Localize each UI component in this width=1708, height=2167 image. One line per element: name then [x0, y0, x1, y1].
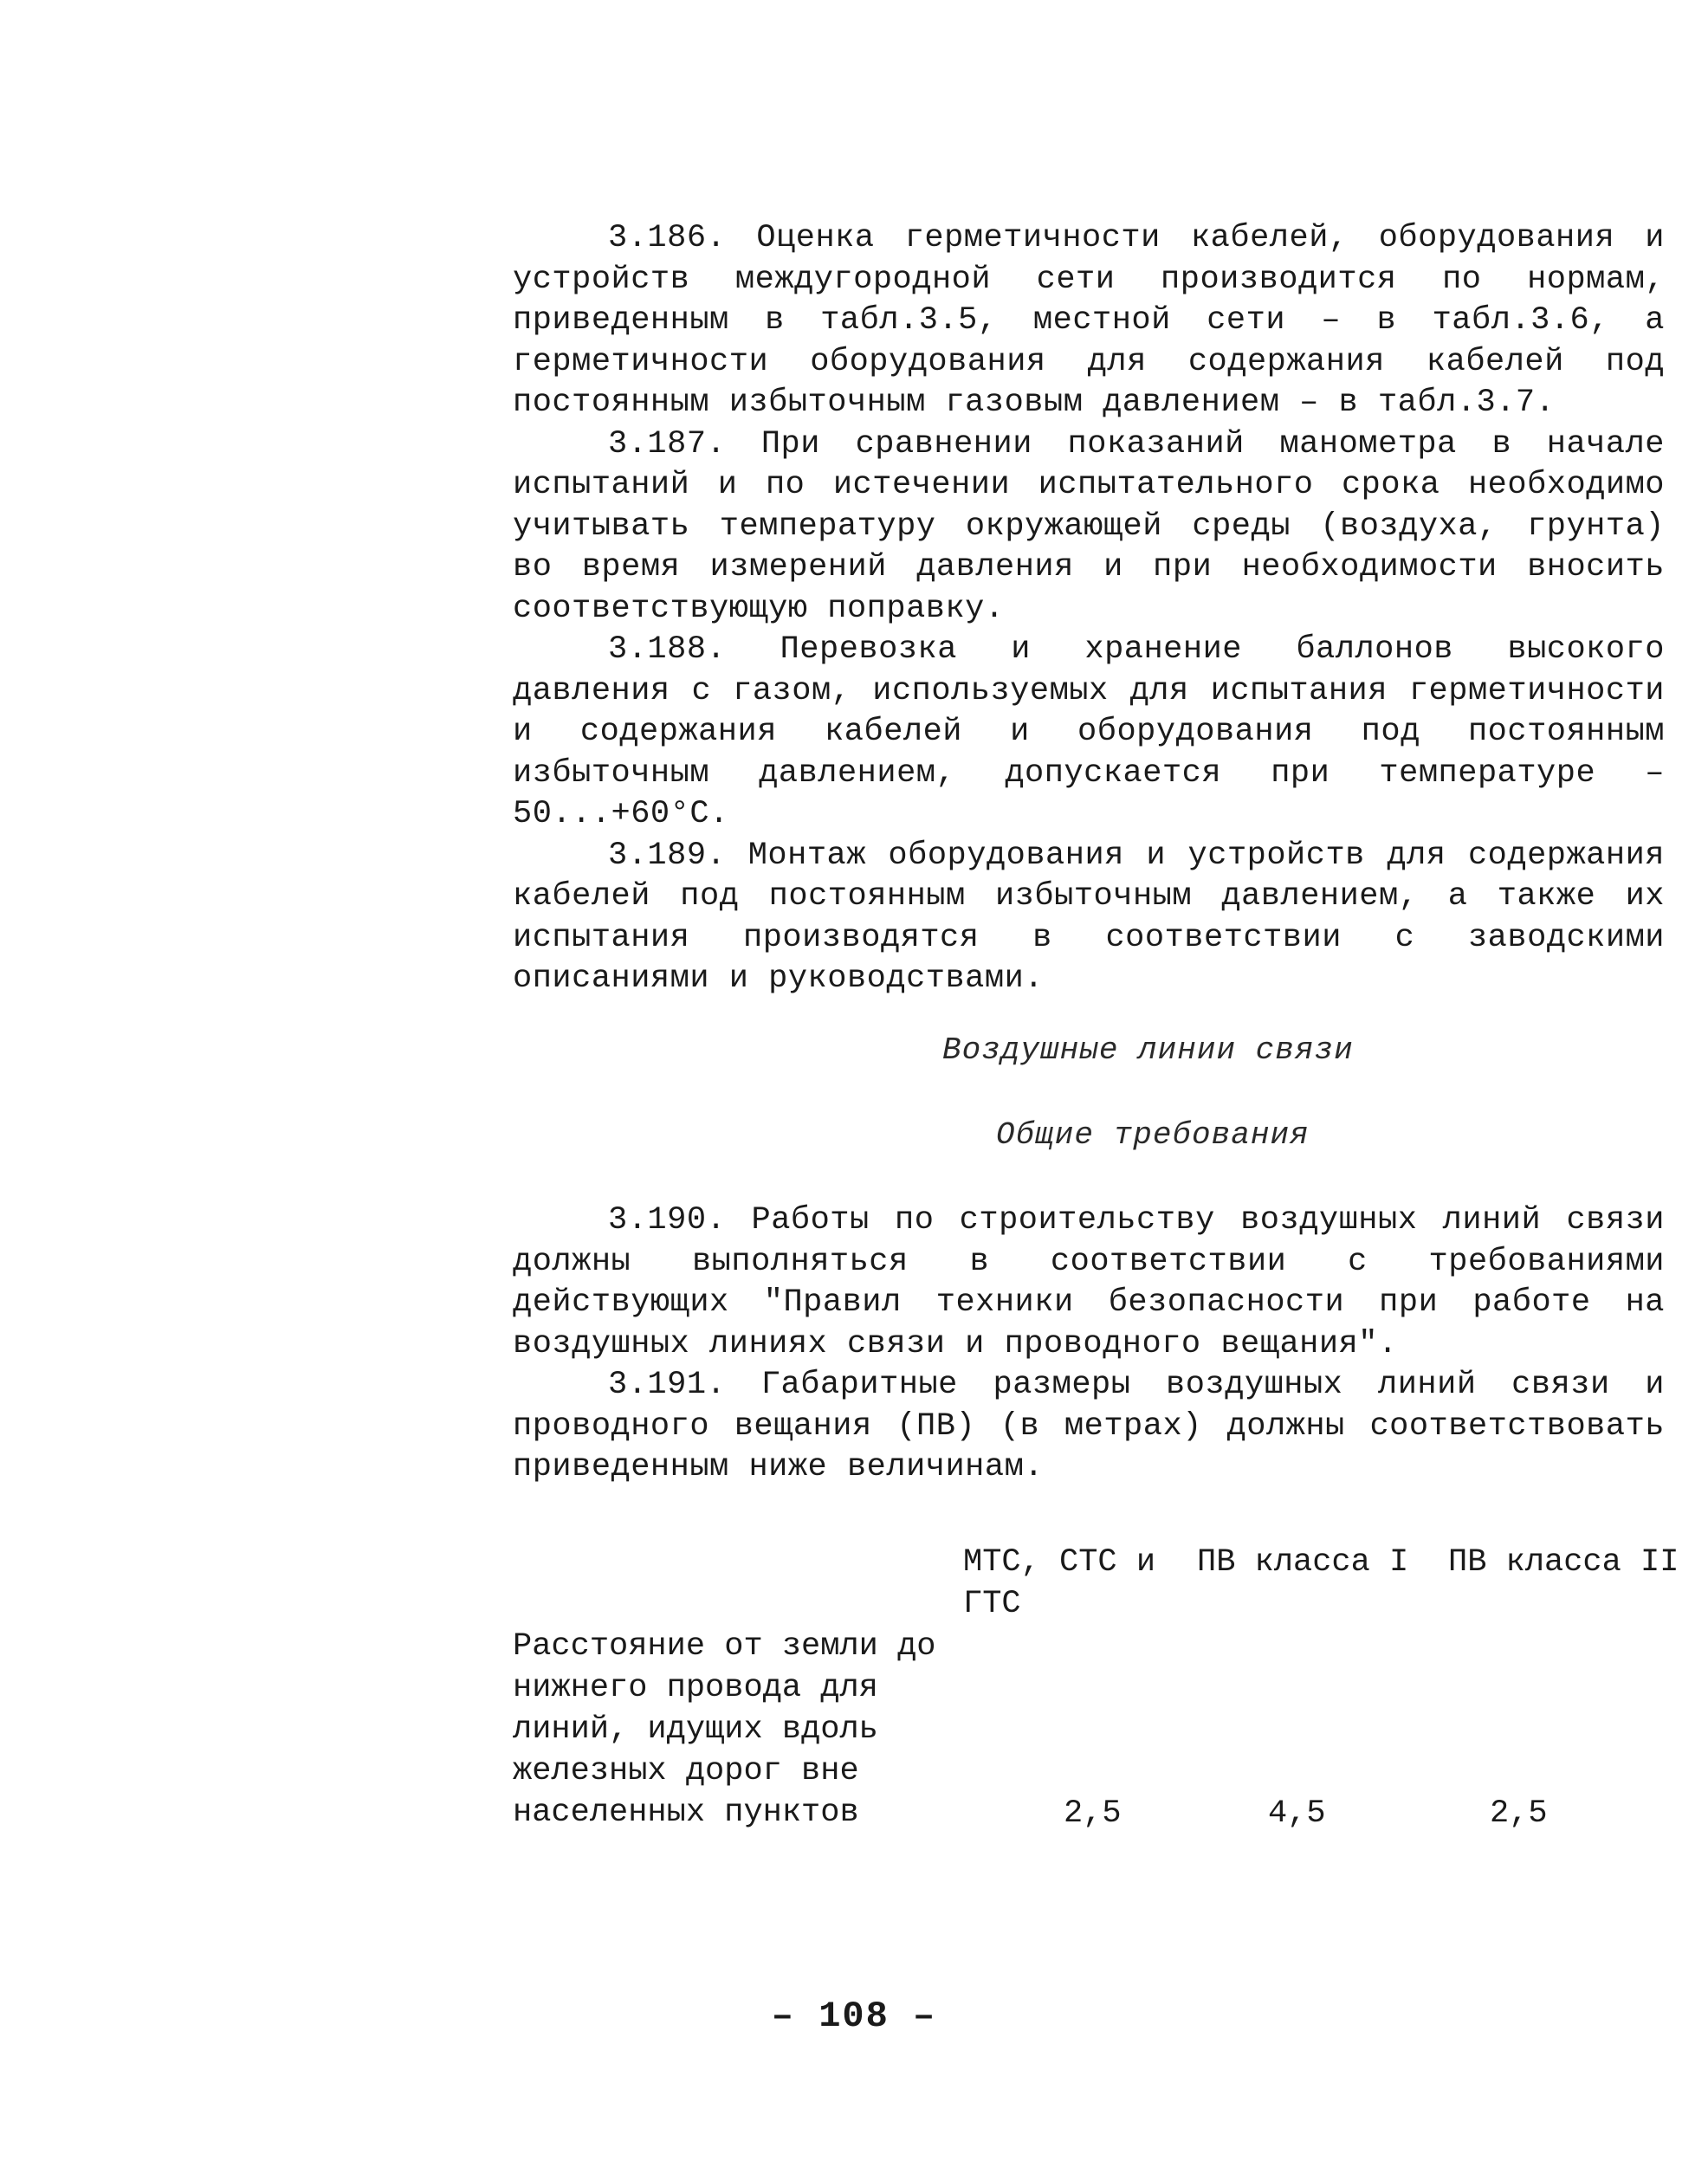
paragraph-3-191: 3.191. Габаритные размеры воздушных линий связи и проводного вещания (ПВ) (в метрах) должны соответствовать приведенным ниже величинам. — [513, 1367, 1665, 1485]
paragraph-3-190: 3.190. Работы по строительству воздушных линий связи должны выполняться в соответствии с требованиями действующих "Правил техники безопасности при работе на воздушных линиях связи и проводного вещания". — [513, 1202, 1665, 1362]
table-cell-pv-class-2: 2,5 — [1490, 1795, 1548, 1832]
paragraph-3-188: 3.188. Перевозка и хранение баллонов высокого давления с газом, используемых для испытания герметичности и содержания кабелей и оборудования под постоянным избыточным давлением, допускается при температуре –50...+60°С. — [513, 631, 1665, 832]
table-cell-pv-class-1: 4,5 — [1268, 1795, 1326, 1832]
column-header-pv-class-2: ПВ класса II — [1448, 1544, 1679, 1581]
page-number: – 108 – — [771, 1996, 937, 2037]
paragraph-3-187: 3.187. При сравнении показаний манометра в начале испытаний и по истечении испытательного срока необходимо учитывать температуру окружающей среды (воздуха, грунта) во время измерений давления и при необходимости вносить соответствующую поправку. — [513, 425, 1665, 627]
paragraph-3-186: 3.186. Оценка герметичности кабелей, оборудования и устройств междугородной сети производится по нормам, приведенным в табл.3.5, местной сети – в табл.3.6, а герметичности оборудования для содержания кабелей под постоянным избыточным газовым давлением – в табл.3.7. — [513, 220, 1665, 421]
table-row-label: Расстояние от земли до нижнего провода для линий, идущих вдоль железных дорог вне населенных пунктов — [513, 1628, 936, 1831]
paragraph-3-189: 3.189. Монтаж оборудования и устройств для содержания кабелей под постоянным избыточным давлением, а также их испытания производятся в соответствии с заводскими описаниями и руководствами. — [513, 837, 1665, 997]
column-header-pv-class-1: ПВ класса I — [1197, 1544, 1409, 1581]
body-text-lower — [513, 1200, 1665, 1489]
subsection-heading: Общие требования — [996, 1117, 1310, 1153]
body-text-upper — [513, 218, 1665, 1000]
column-header-mts: МТС, СТС и ГТС — [963, 1544, 1156, 1622]
section-heading: Воздушные линии связи — [942, 1032, 1354, 1068]
table-cell-mts: 2,5 — [1064, 1795, 1122, 1832]
